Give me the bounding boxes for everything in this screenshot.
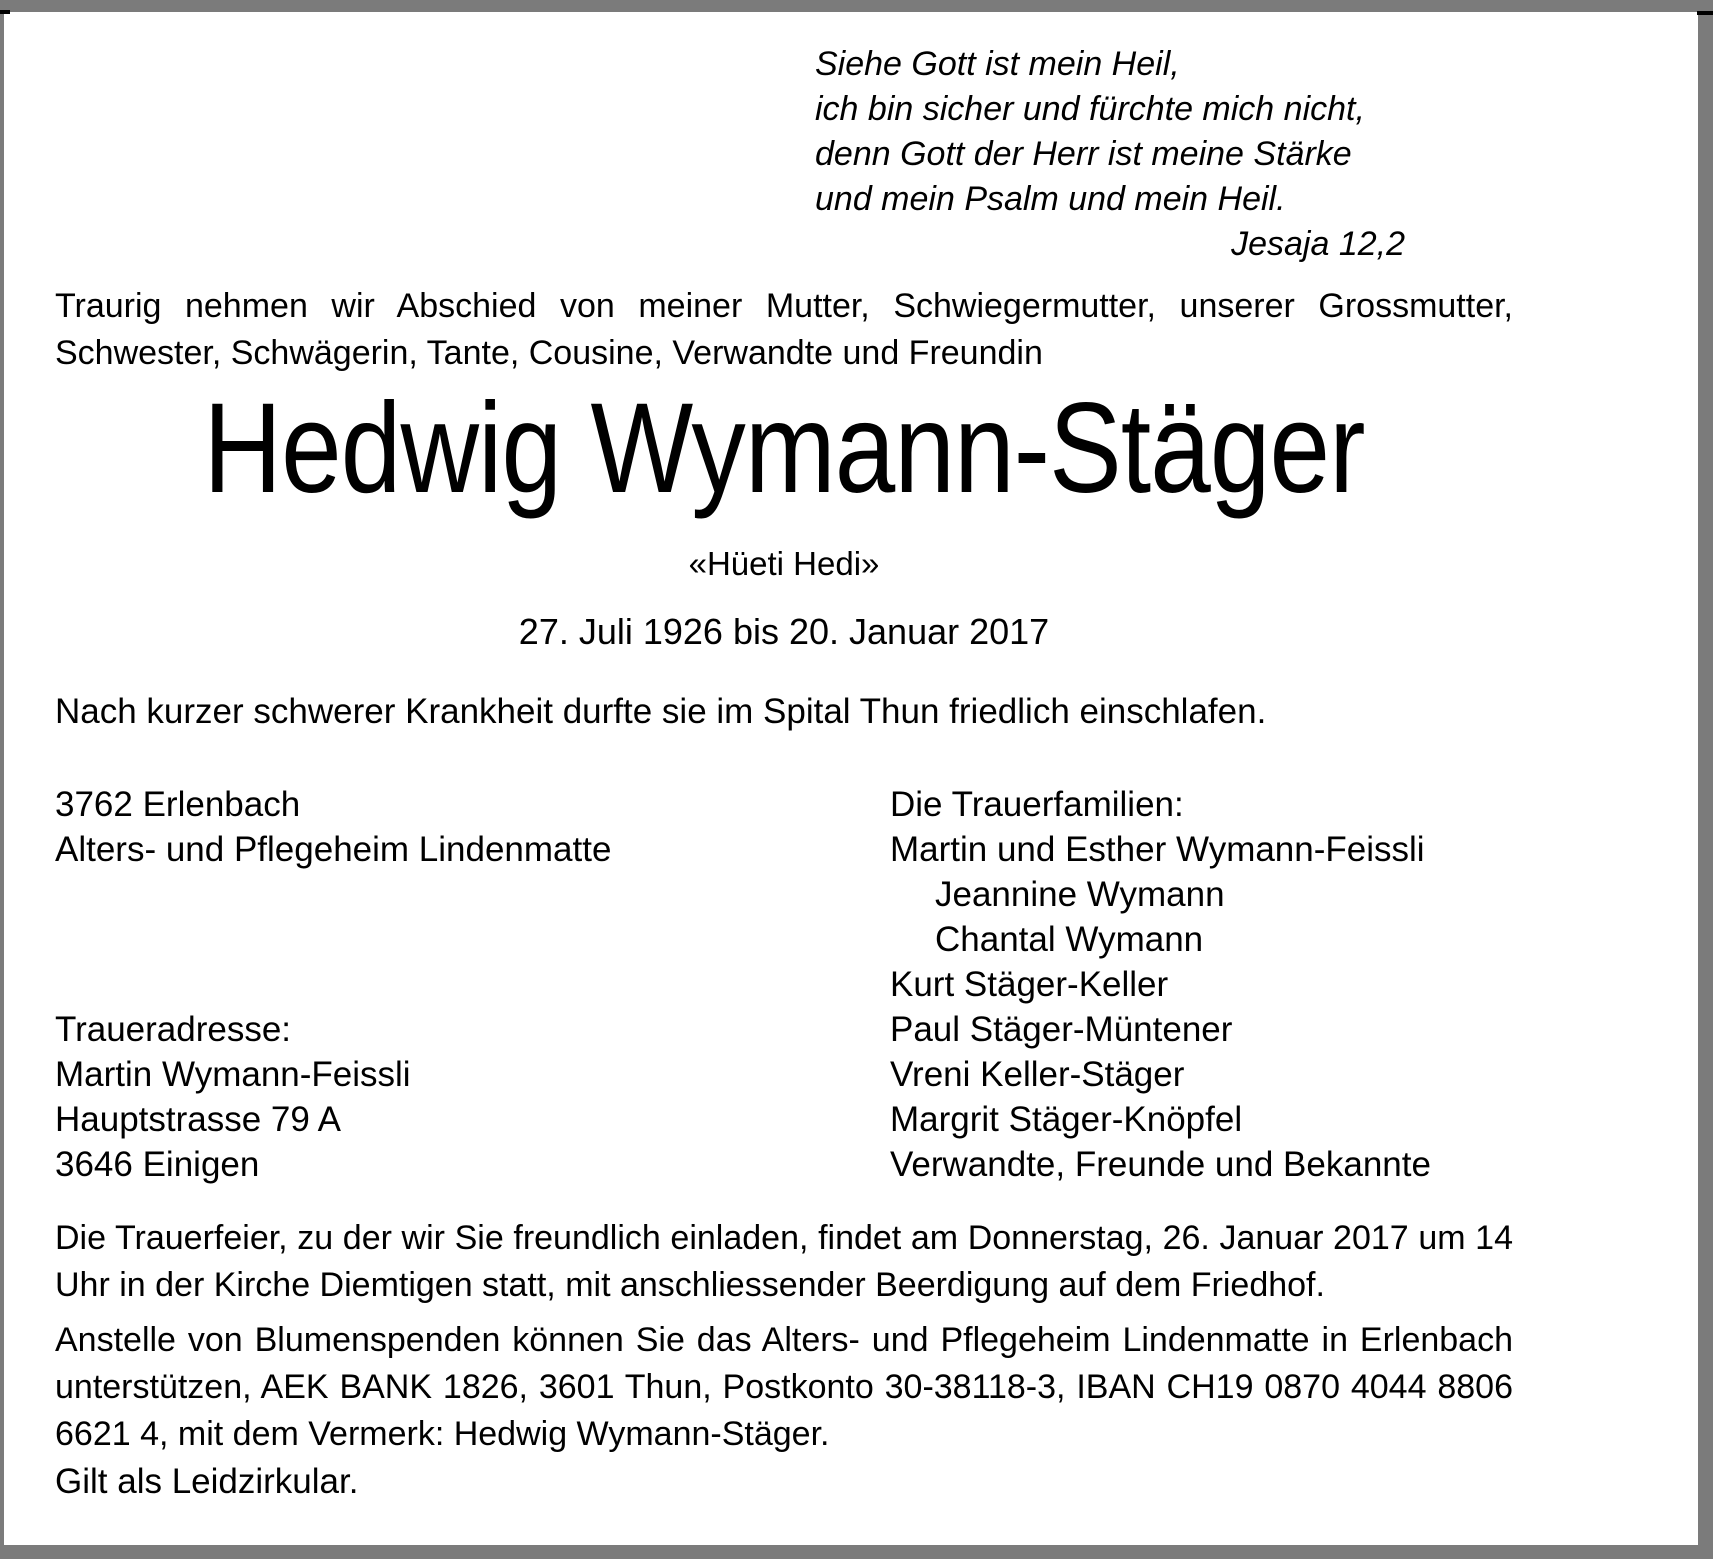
family-line-5: Paul Stäger-Müntener (890, 1010, 1233, 1049)
family-line-4: Kurt Stäger-Keller (890, 965, 1169, 1004)
address-column (55, 782, 890, 1187)
location-line-1: 3762 Erlenbach (55, 785, 301, 824)
quote-line-2: ich bin sicher und fürchte mich nicht, (815, 90, 1365, 128)
deceased-name: Hedwig Wymann-Stäger (203, 377, 1365, 520)
closing-note: Gilt als Leidzirkular. (55, 1462, 359, 1501)
mourning-address-block (55, 1007, 890, 1187)
quote-line-3: denn Gott der Herr ist meine Stärke (815, 135, 1352, 173)
address-and-family-columns (55, 782, 1513, 1187)
donation-paragraph: Anstelle von Blumenspenden können Sie das Alters- und Pflegeheim Lindenmatte in Erlenbach unterstützen, AEK BANK 1826, 3601 Thun, Postkonto 30-38118-3, IBAN CH19 0870 4044 8806 6621 4, mit dem Vermerk: Hedwig Wymann-Stäger. (55, 1321, 1513, 1453)
family-line-2: Jeannine Wymann (935, 875, 1225, 914)
mourning-address-city: 3646 Einigen (55, 1145, 260, 1184)
quote-attribution: Jesaja 12,2 (1231, 225, 1405, 263)
location-line-2: Alters- und Pflegeheim Lindenmatte (55, 830, 612, 869)
scripture-quote (815, 42, 1455, 267)
death-note: Nach kurzer schwerer Krankheit durfte sie im Spital Thun friedlich einschlafen. (55, 692, 1267, 731)
family-line-1: Martin und Esther Wymann-Feissli (890, 830, 1425, 869)
quote-line-4: und mein Psalm und mein Heil. (815, 180, 1286, 218)
family-line-7: Margrit Stäger-Knöpfel (890, 1100, 1243, 1139)
deceased-nickname: «Hüeti Hedi» (688, 545, 880, 582)
family-heading: Die Trauerfamilien: (890, 785, 1184, 824)
scan-edge-right (1698, 12, 1713, 1559)
family-line-3: Chantal Wymann (935, 920, 1204, 959)
mourning-address-name: Martin Wymann-Feissli (55, 1055, 411, 1094)
mourning-address-street: Hauptstrasse 79 A (55, 1100, 341, 1139)
scan-artifact-top-right (1697, 11, 1713, 15)
family-line-6: Vreni Keller-Stäger (890, 1055, 1185, 1094)
funeral-paragraph: Die Trauerfeier, zu der wir Sie freundlich einladen, findet am Donnerstag, 26. Januar 2017 um 14 Uhr in der Kirche Diemtigen statt, mit anschliessender Beerdigung auf dem Friedhof. (55, 1219, 1513, 1304)
scan-edge-bottom (0, 1545, 1713, 1559)
family-line-8: Verwandte, Freunde und Bekannte (890, 1145, 1431, 1184)
mourning-address-label: Traueradresse: (55, 1010, 292, 1049)
life-dates: 27. Juli 1926 bis 20. Januar 2017 (518, 611, 1050, 652)
family-column (890, 782, 1513, 1187)
intro-paragraph: Traurig nehmen wir Abschied von meiner Mutter, Schwiegermutter, unserer Grossmutter, Schwester, Schwägerin, Tante, Cousine, Verwandte und Freundin (55, 287, 1513, 372)
quote-line-1: Siehe Gott ist mein Heil, (815, 45, 1180, 83)
